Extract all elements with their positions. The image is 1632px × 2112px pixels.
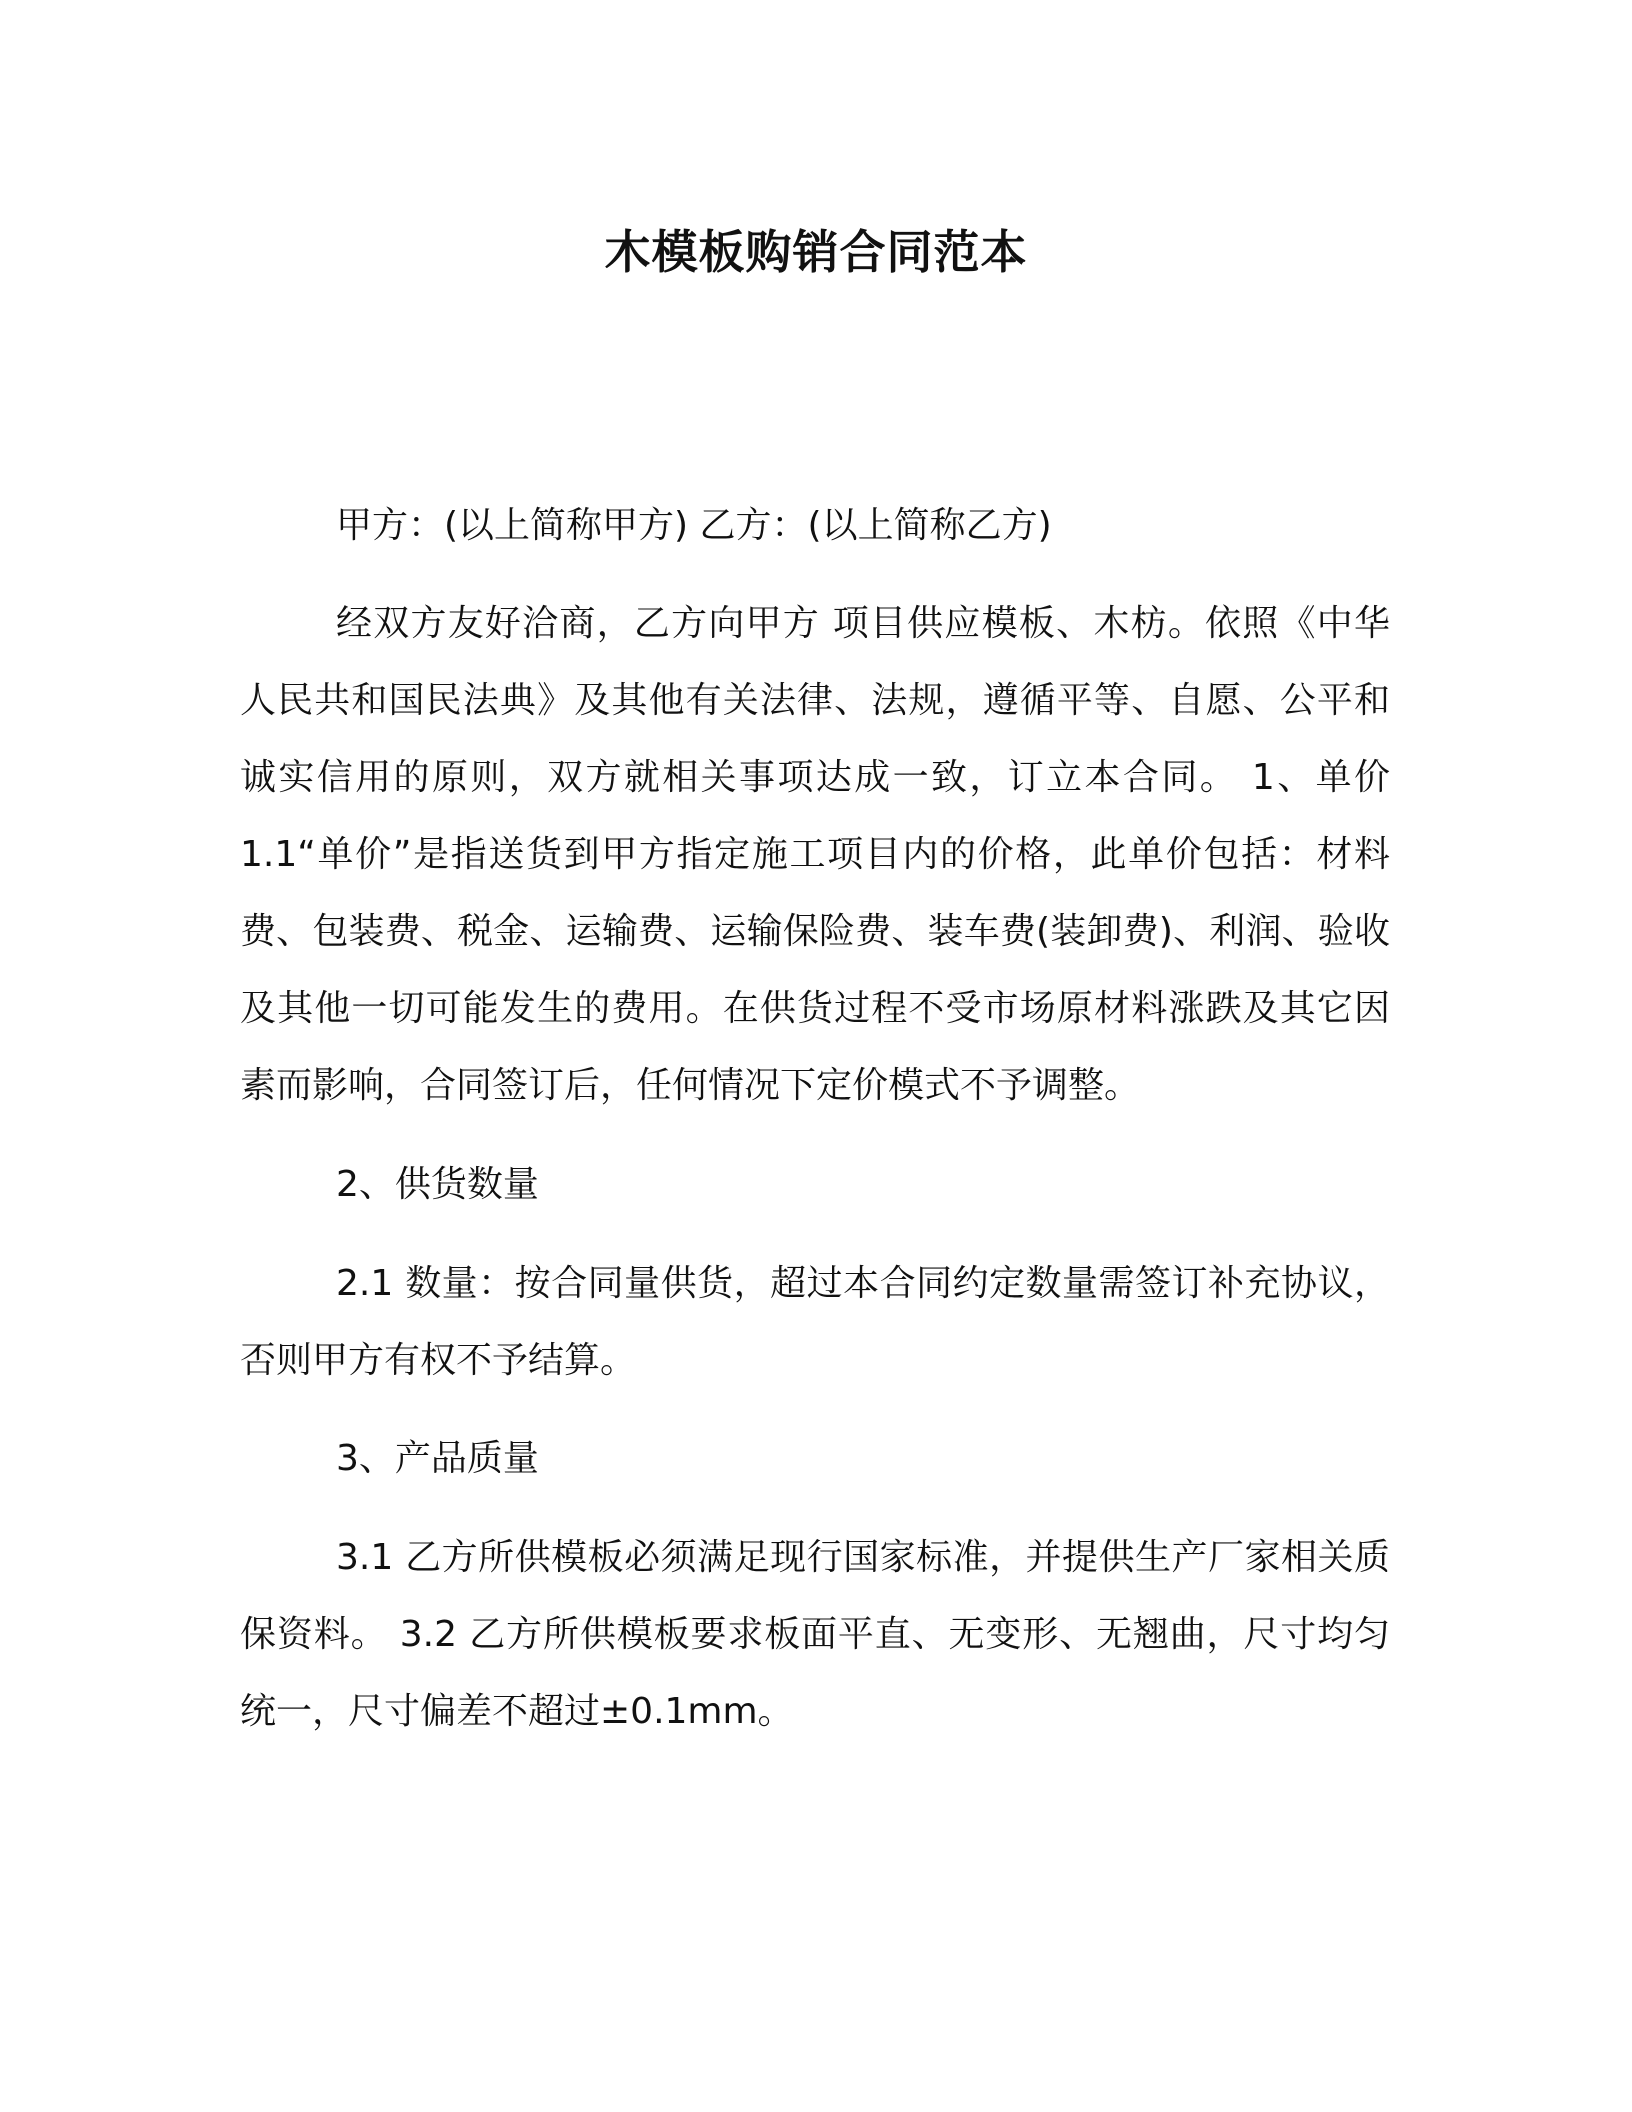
document-title: 木模板购销合同范本 — [604, 225, 1028, 279]
section-heading-quantity: 2、供货数量 — [336, 1164, 539, 1205]
quantity-paragraph: 2.1 数量：按合同量供货，超过本合同约定数量需签订补充协议，否则甲方有权不予结算。 — [240, 1263, 1390, 1381]
section-heading-quality: 3、产品质量 — [336, 1438, 539, 1479]
preamble-paragraph: 经双方友好洽商，乙方向甲方 项目供应模板、木枋。依照《中华人民共和国民法典》及其他有关法律、法规，遵循平等、自愿、公平和诚实信用的原则，双方就相关事项达成一致，订立本合同。 1、单价 1.1“单价”是指送货到甲方指定施工项目内的价格，此单价包括：材料费、包装费、税金、运输费、运输保险费、装车费(装卸费)、利润、验收及其他一切可能发生的费用。在供货过程不受市场原材料涨跌及其它因素而影响，合同签订后，任何情况下定价模式不予调整。 — [240, 603, 1390, 1106]
parties-line: 甲方：(以上简称甲方) 乙方：(以上简称乙方) — [336, 505, 1052, 546]
quality-paragraph: 3.1 乙方所供模板必须满足现行国家标准，并提供生产厂家相关质保资料。 3.2 乙方所供模板要求板面平直、无变形、无翘曲，尺寸均匀统一，尺寸偏差不超过±0.1mm。 — [240, 1537, 1390, 1732]
